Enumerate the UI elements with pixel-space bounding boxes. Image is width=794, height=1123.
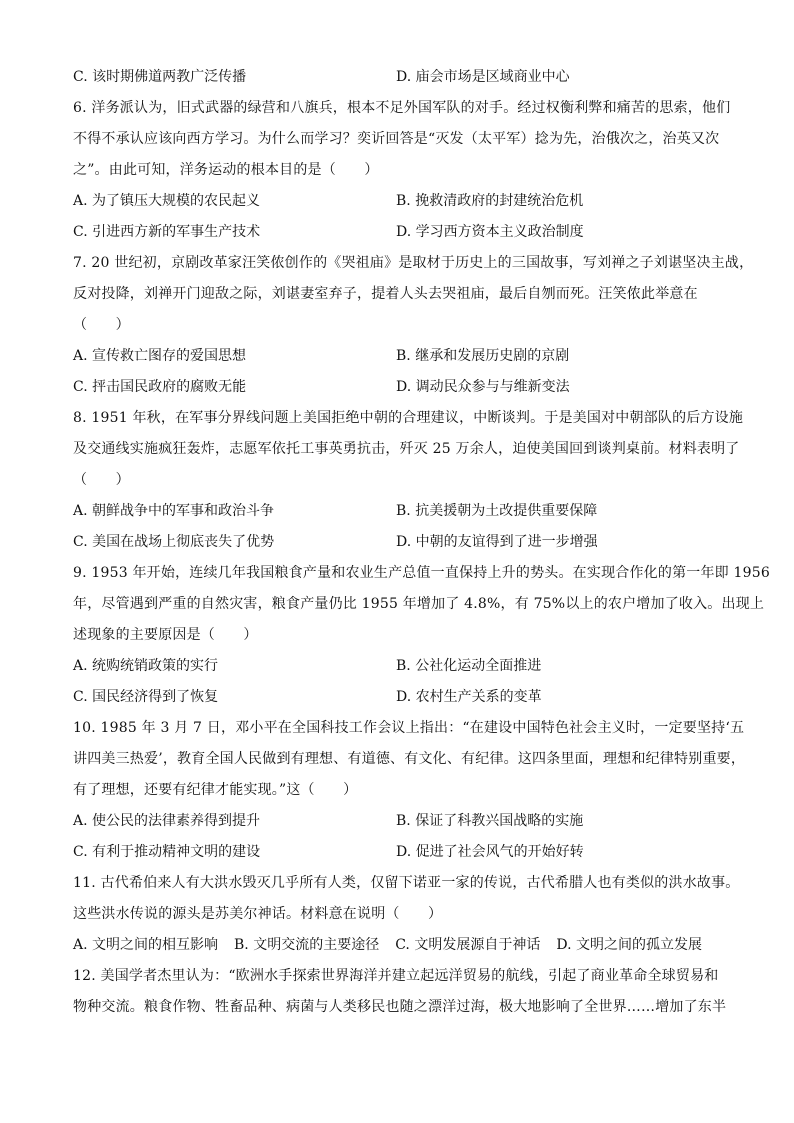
- option-row: [73, 186, 728, 217]
- question-9-line-3: 述现象的主要原因是（ ）: [73, 627, 258, 643]
- option-d: D. 文明之间的孤立发展: [556, 937, 702, 953]
- option-d: D. 农村生产关系的变革: [396, 689, 542, 705]
- option-row: [73, 496, 728, 527]
- option-b: B. 继承和发展历史剧的京剧: [396, 348, 570, 364]
- option-d: D. 中朝的友谊得到了进一步增强: [396, 534, 598, 550]
- question-9-line-2: 年，尽管遇到严重的自然灾害，粮食产量仍比 1955 年增加了 4.8%，有 75%以上的农户增加了收入。出现上: [73, 596, 765, 612]
- question-7-line-3: （ ）: [73, 317, 130, 333]
- option-row: [73, 527, 728, 558]
- option-row: [73, 651, 728, 682]
- question-10-line-2: 讲四美三热爱’，教育全国人民做到有理想、有道德、有文化、有纪律。这四条里面，理想和纪律特别重要，: [73, 751, 746, 767]
- question-12-line-1: 12. 美国学者杰里认为：“欧洲水手探索世界海洋并建立起远洋贸易的航线，引起了商业革命全球贸易和: [73, 968, 719, 984]
- question-8-line-1: 8. 1951 年秋，在军事分界线问题上美国拒绝中朝的合理建议，中断谈判。于是美国对中朝部队的后方设施: [73, 410, 744, 426]
- option-b: B. 公社化运动全面推进: [396, 658, 542, 674]
- option-c: C. 美国在战场上彻底丧失了优势: [73, 534, 275, 550]
- option-row: [73, 682, 728, 713]
- page-content: [73, 62, 770, 1023]
- option-row-four: [73, 930, 728, 961]
- question-7-line-1: 7. 20 世纪初，京剧改革家汪笑侬创作的《哭祖庙》是取材于历史上的三国故事，写刘禅之子刘谌坚决主战，: [73, 255, 754, 271]
- option-c: C. 文明发展源自于神话: [395, 937, 541, 953]
- question-10-line-1: 10. 1985 年 3 月 7 日，邓小平在全国科技工作会议上指出：“在建设中国特色社会主义时，一定要坚持‘五: [73, 720, 745, 736]
- option-b: B. 挽救清政府的封建统治危机: [396, 193, 584, 209]
- option-d: D. 庙会市场是区域商业中心: [396, 69, 570, 85]
- option-a: A. 统购统销政策的实行: [73, 658, 219, 674]
- option-a: A. 朝鲜战争中的军事和政治斗争: [73, 503, 275, 519]
- option-a: A. 使公民的法律素养得到提升: [73, 813, 261, 829]
- option-c: C. 该时期佛道两教广泛传播: [73, 69, 247, 85]
- question-6-line-1: 6. 洋务派认为，旧式武器的绿营和八旗兵，根本不足外国军队的对手。经过权衡利弊和痛苦的思索，他们: [73, 100, 731, 116]
- option-c: C. 抨击国民政府的腐败无能: [73, 379, 247, 395]
- option-row: [73, 62, 728, 93]
- option-d: D. 促进了社会风气的开始好转: [396, 844, 584, 860]
- option-row: [73, 837, 728, 868]
- option-row: [73, 806, 728, 837]
- option-row: [73, 341, 728, 372]
- option-c: C. 引进西方新的军事生产技术: [73, 224, 261, 240]
- option-d: D. 学习西方资本主义政治制度: [396, 224, 584, 240]
- option-d: D. 调动民众参与与维新变法: [396, 379, 570, 395]
- question-7-line-2: 反对投降，刘禅开门迎敌之际，刘谌妻室弃子，提着人头去哭祖庙，最后自刎而死。汪笑侬此举意在: [73, 286, 698, 302]
- question-9-line-1: 9. 1953 年开始，连续几年我国粮食产量和农业生产总值一直保持上升的势头。在实现合作化的第一年即 1956: [73, 565, 770, 581]
- option-row: [73, 217, 728, 248]
- question-12-line-2: 物种交流。粮食作物、牲畜品种、病菌与人类移民也随之漂洋过海，极大地影响了全世界……增加了东半: [73, 999, 727, 1015]
- question-8-line-2: 及交通线实施疯狂轰炸，志愿军依托工事英勇抗击，歼灭 25 万余人，迫使美国回到谈判桌前。材料表明了: [73, 441, 740, 457]
- question-6-line-3: 之”。由此可知，洋务运动的根本目的是（ ）: [73, 162, 379, 178]
- option-b: B. 保证了科教兴国战略的实施: [396, 813, 584, 829]
- option-a: A. 宣传救亡图存的爱国思想: [73, 348, 247, 364]
- question-11-line-2: 这些洪水传说的源头是苏美尔神话。材料意在说明（ ）: [73, 906, 443, 922]
- option-a: A. 文明之间的相互影响: [73, 937, 219, 953]
- option-c: C. 有利于推动精神文明的建设: [73, 844, 261, 860]
- option-b: B. 抗美援朝为土改提供重要保障: [396, 503, 598, 519]
- question-10-line-3: 有了理想，还要有纪律才能实现。”这（ ）: [73, 782, 358, 798]
- question-11-line-1: 11. 古代希伯来人有大洪水毁灭几乎所有人类，仅留下诺亚一家的传说，古代希腊人也有类似的洪水故事。: [73, 875, 740, 891]
- option-b: B. 文明交流的主要途径: [234, 937, 380, 953]
- option-row: [73, 372, 728, 403]
- option-c: C. 国民经济得到了恢复: [73, 689, 219, 705]
- question-6-line-2: 不得不承认应该向西方学习。为什么而学习？奕䜣回答是“灭发（太平军）捻为先，治俄次之，治英又次: [73, 131, 720, 147]
- option-a: A. 为了镇压大规模的农民起义: [73, 193, 261, 209]
- question-8-line-3: （ ）: [73, 472, 130, 488]
